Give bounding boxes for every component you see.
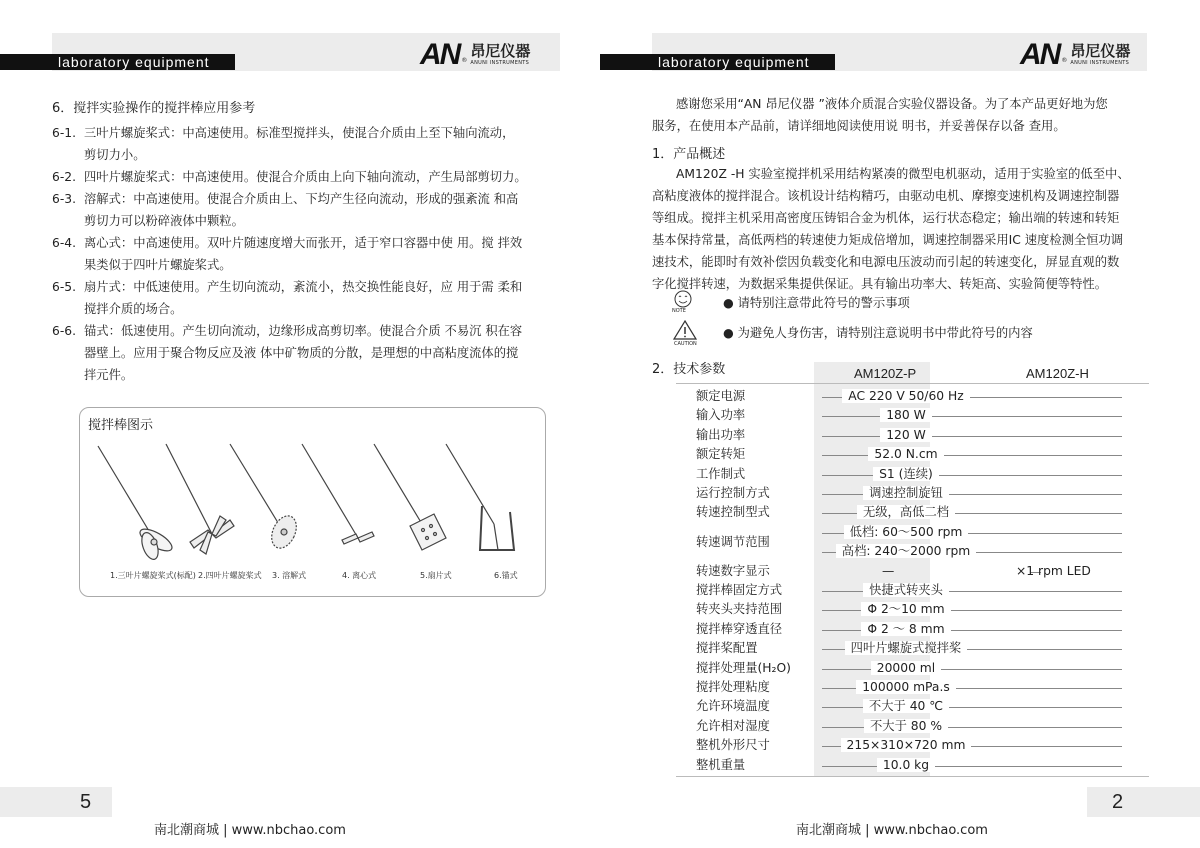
right-footer: 南北潮商城 | www.nbchao.com bbox=[796, 823, 988, 838]
spec-row bbox=[676, 465, 1131, 484]
spec-row bbox=[676, 639, 1131, 658]
spec-bottom-rule bbox=[676, 776, 1149, 777]
spec-label: 整机重量 bbox=[696, 757, 746, 772]
spec-value: ×1 rpm LED bbox=[1016, 563, 1091, 578]
logo-cn-text: 昂尼仪器 bbox=[470, 42, 531, 60]
spec-value: 无级，高低二档 bbox=[676, 503, 1136, 522]
anchor-blade-icon bbox=[480, 506, 514, 550]
stirrer-item bbox=[52, 232, 552, 276]
spec-label: 搅拌处理量(H₂O) bbox=[696, 660, 791, 675]
spec-value: 100000 mPa.s bbox=[676, 678, 1136, 697]
stirrer-item bbox=[52, 276, 552, 320]
spec-row bbox=[676, 426, 1131, 445]
propeller-3-blade-icon bbox=[137, 525, 175, 562]
spec-value: 215×310×720 mm bbox=[676, 736, 1136, 755]
diagram-caption: 6.锚式 bbox=[494, 571, 518, 580]
spec-label: 输入功率 bbox=[696, 408, 746, 423]
right-header-label-bar bbox=[600, 54, 835, 70]
spec-value: 快捷式转夹头 bbox=[676, 581, 1136, 600]
stirrer-item-number: 6-4. bbox=[52, 236, 76, 250]
stirrer-item-line: 离心式：中高速使用。双叶片随速度增大而张开，适于窄口容器中使 用。搅 拌效 bbox=[84, 236, 523, 250]
left-page-number-box bbox=[0, 787, 112, 817]
stirrer-item-number: 6-2. bbox=[52, 170, 76, 184]
spec-label: 搅拌棒穿透直径 bbox=[696, 621, 783, 636]
spec-col-p: AM120Z-P bbox=[854, 366, 917, 381]
spec-label: 转速控制型式 bbox=[696, 505, 770, 520]
spec-value: 低档: 60～500 rpm bbox=[676, 523, 1136, 542]
caution-text: ● 为避免人身伤害，请特别注意说明书中带此符号的内容 bbox=[723, 326, 1033, 340]
diagram-caption: 2.四叶片螺旋桨式 bbox=[198, 571, 262, 580]
spec-label: 输出功率 bbox=[696, 427, 746, 442]
spec-row bbox=[676, 523, 1131, 549]
spec-label: 转夹头夹持范围 bbox=[696, 602, 783, 617]
spec-value: 调速控制旋钮 bbox=[676, 484, 1136, 503]
spec-label: 搅拌桨配置 bbox=[696, 641, 758, 656]
spec-row bbox=[676, 387, 1131, 406]
diagram-caption: 1.三叶片螺旋桨式(标配) bbox=[110, 571, 196, 580]
spec-row bbox=[676, 503, 1131, 522]
spec-label: 允许环境温度 bbox=[696, 699, 770, 714]
stirrer-item-line: 剪切力可以粉碎液体中颗粒。 bbox=[84, 214, 244, 228]
stirrer-item-line: 剪切力小。 bbox=[84, 148, 146, 162]
spec-row bbox=[676, 600, 1131, 619]
spec-label: 搅拌处理粘度 bbox=[696, 680, 770, 694]
spec-label: 搅拌棒固定方式 bbox=[696, 583, 783, 597]
spec-label: 允许相对湿度 bbox=[696, 718, 770, 733]
spec-value: 20000 ml bbox=[676, 659, 1136, 678]
stirrer-item-line: 锚式：低速使用。产生切向流动，边缘形成高剪切率。使混合介质 不易沉 积在容 bbox=[84, 324, 523, 338]
right-header-label: laboratory equipment bbox=[658, 54, 810, 70]
left-page-number: 5 bbox=[80, 791, 92, 813]
spec-col-h: AM120Z-H bbox=[1026, 366, 1089, 381]
stirrer-item-number: 6-6. bbox=[52, 324, 76, 338]
rod-5 bbox=[374, 444, 422, 524]
left-logo: AN ® 昂尼仪器 ANUNI INSTRUMENTS bbox=[420, 38, 531, 71]
spec-row bbox=[676, 736, 1131, 755]
diagram-title: 搅拌棒图示 bbox=[88, 418, 154, 433]
spec-title: 2．技术参数 bbox=[652, 362, 726, 377]
right-logo: AN ® 昂尼仪器 ANUNI INSTRUMENTS bbox=[1020, 38, 1131, 71]
spec-row bbox=[676, 659, 1131, 678]
spec-row bbox=[676, 756, 1131, 775]
stirrer-diagram-card bbox=[79, 407, 546, 597]
spec-label: 额定转矩 bbox=[696, 447, 746, 462]
rod-2 bbox=[166, 444, 212, 534]
stirrer-item bbox=[52, 122, 552, 166]
spec-row bbox=[676, 562, 1131, 581]
fan-blade-icon bbox=[410, 514, 446, 550]
dissolver-disc-icon bbox=[267, 512, 301, 552]
diagram-caption: 4. 离心式 bbox=[342, 571, 377, 580]
stirrer-item-line: 溶解式：中高速使用。使混合介质由上、下均产生径向流动，形成的强紊流 和高 bbox=[84, 192, 519, 206]
logo-en-text: ANUNI INSTRUMENTS bbox=[470, 60, 530, 66]
spec-value: 不大于 80 % bbox=[676, 717, 1136, 736]
diagram-caption: 3. 溶解式 bbox=[272, 571, 307, 580]
stirrer-item-line: 果类似于四叶片螺旋桨式。 bbox=[84, 258, 232, 272]
spec-row bbox=[676, 484, 1131, 503]
spec-value: Φ 2 ～ 8 mm bbox=[676, 620, 1136, 639]
note-icon: NOTE bbox=[670, 289, 696, 315]
stirrer-item-line: 器壁上。应用于聚合物反应及液 体中矿物质的分散，是理想的中高粘度流体的搅 bbox=[84, 346, 519, 360]
logo-en-text: ANUNI INSTRUMENTS bbox=[1070, 60, 1130, 66]
spec-value: 52.0 N.cm bbox=[676, 445, 1136, 464]
stirrer-item-line: 扇片式：中低速使用。产生切向流动，紊流小，热交换性能良好，应 用于需 柔和 bbox=[84, 280, 523, 294]
logo-mark: AN bbox=[420, 38, 460, 71]
spec-row bbox=[676, 445, 1131, 464]
propeller-4-blade-icon bbox=[190, 516, 234, 554]
overview-title: 1．产品概述 bbox=[652, 147, 726, 162]
spec-value: 不大于 40 ℃ bbox=[676, 697, 1136, 716]
logo-mark: AN bbox=[1020, 38, 1060, 71]
intro-paragraph: 感谢您采用“AN 昂尼仪器 ”液体介质混合实验仪器设备。为了本产品更好地为您 服务，在使用本产品前，请详细地阅读使用说 明书，并妥善保存以备 查用。 bbox=[652, 97, 1108, 133]
left-header-label-bar bbox=[0, 54, 235, 70]
left-header-label: laboratory equipment bbox=[58, 54, 210, 70]
spec-row bbox=[676, 542, 1131, 561]
spec-label: 转速数字显示 bbox=[696, 563, 770, 578]
right-page-number-box bbox=[1087, 787, 1200, 817]
spec-label: 运行控制方式 bbox=[696, 486, 770, 500]
spec-row bbox=[676, 581, 1131, 600]
stirrer-item-line: 搅拌介质的场合。 bbox=[84, 302, 183, 316]
diagram-caption: 5.扇片式 bbox=[420, 571, 452, 580]
stirrer-item-number: 6-5. bbox=[52, 280, 76, 294]
note-text: ● 请特别注意带此符号的警示事项 bbox=[723, 296, 910, 310]
rod-4 bbox=[302, 444, 358, 538]
stirrer-item bbox=[52, 320, 552, 386]
spec-table bbox=[676, 387, 1149, 777]
spec-header-rule bbox=[676, 383, 1149, 384]
right-page-number: 2 bbox=[1112, 791, 1124, 813]
left-footer: 南北潮商城 | www.nbchao.com bbox=[154, 823, 346, 838]
spec-label: 额定电源 bbox=[696, 389, 746, 403]
spec-value: 四叶片螺旋式搅拌桨 bbox=[676, 639, 1136, 658]
rod-3 bbox=[230, 444, 280, 526]
spec-row bbox=[676, 620, 1131, 639]
spec-row bbox=[676, 406, 1131, 425]
spec-row bbox=[676, 697, 1131, 716]
logo-cn-text: 昂尼仪器 bbox=[1070, 42, 1131, 60]
rod-6 bbox=[446, 444, 494, 524]
centrifugal-blade-icon bbox=[342, 532, 374, 544]
spec-row bbox=[676, 717, 1131, 736]
spec-label: 整机外形尺寸 bbox=[696, 738, 770, 753]
rod-1 bbox=[98, 446, 152, 536]
spec-value: Φ 2～10 mm bbox=[676, 600, 1136, 619]
stirrer-item bbox=[52, 166, 552, 188]
stirrer-item-line: 四叶片螺旋桨式：中高速使用。使混合介质由上向下轴向流动，产生局部剪切力。 bbox=[84, 170, 527, 184]
stirrer-item-line: 拌元件。 bbox=[84, 368, 134, 382]
left-section-title: 6．搅拌实验操作的搅拌棒应用参考 bbox=[52, 101, 256, 116]
stirrer-item-number: 6-1. bbox=[52, 126, 76, 140]
spec-value: 10.0 kg bbox=[676, 756, 1136, 775]
stirrer-item bbox=[52, 188, 552, 232]
spec-value: S1 (连续) bbox=[676, 465, 1136, 484]
spec-label: 转速调节范围 bbox=[696, 534, 770, 549]
spec-value: 180 W bbox=[676, 406, 1136, 425]
stirrer-diagram bbox=[80, 408, 545, 596]
stirrer-item-line: 三叶片螺旋桨式：中高速使用。标准型搅拌头，使混合介质由上至下轴向流动， bbox=[84, 126, 515, 140]
overview-paragraph: AM120Z -H 实验室搅拌机采用结构紧凑的微型电机驱动，适用于实验室的低至中、 高粘度液体的搅拌混合。该机设计结构精巧，由驱动电机、摩擦变速机构及调速控制器 等组成。搅拌主机采用高密度压铸铝合金为机体，运行状态稳定；输出端的转速和转矩 基本保持常量，高低两档的转速使力矩成倍增加，调速控制器采用IC 速度检测全恒功调 速技术，能即时有效补偿因负载变化和电源电压波动而引起的转速变化，屏显直观的数 字化搅拌转速，为数据采集提供保证。具有输出功率大、转矩高、实验简便等特性。 bbox=[652, 167, 1130, 291]
spec-row bbox=[676, 678, 1131, 697]
spec-value: AC 220 V 50/60 Hz bbox=[676, 387, 1136, 406]
spec-value: — bbox=[882, 563, 895, 578]
stirrer-list bbox=[52, 122, 552, 386]
spec-label: 工作制式 bbox=[696, 466, 746, 481]
caution-icon: CAUTION bbox=[672, 319, 698, 349]
stirrer-item-number: 6-3. bbox=[52, 192, 76, 206]
spec-value: 高档: 240～2000 rpm bbox=[676, 542, 1136, 561]
spec-value: 120 W bbox=[676, 426, 1136, 445]
